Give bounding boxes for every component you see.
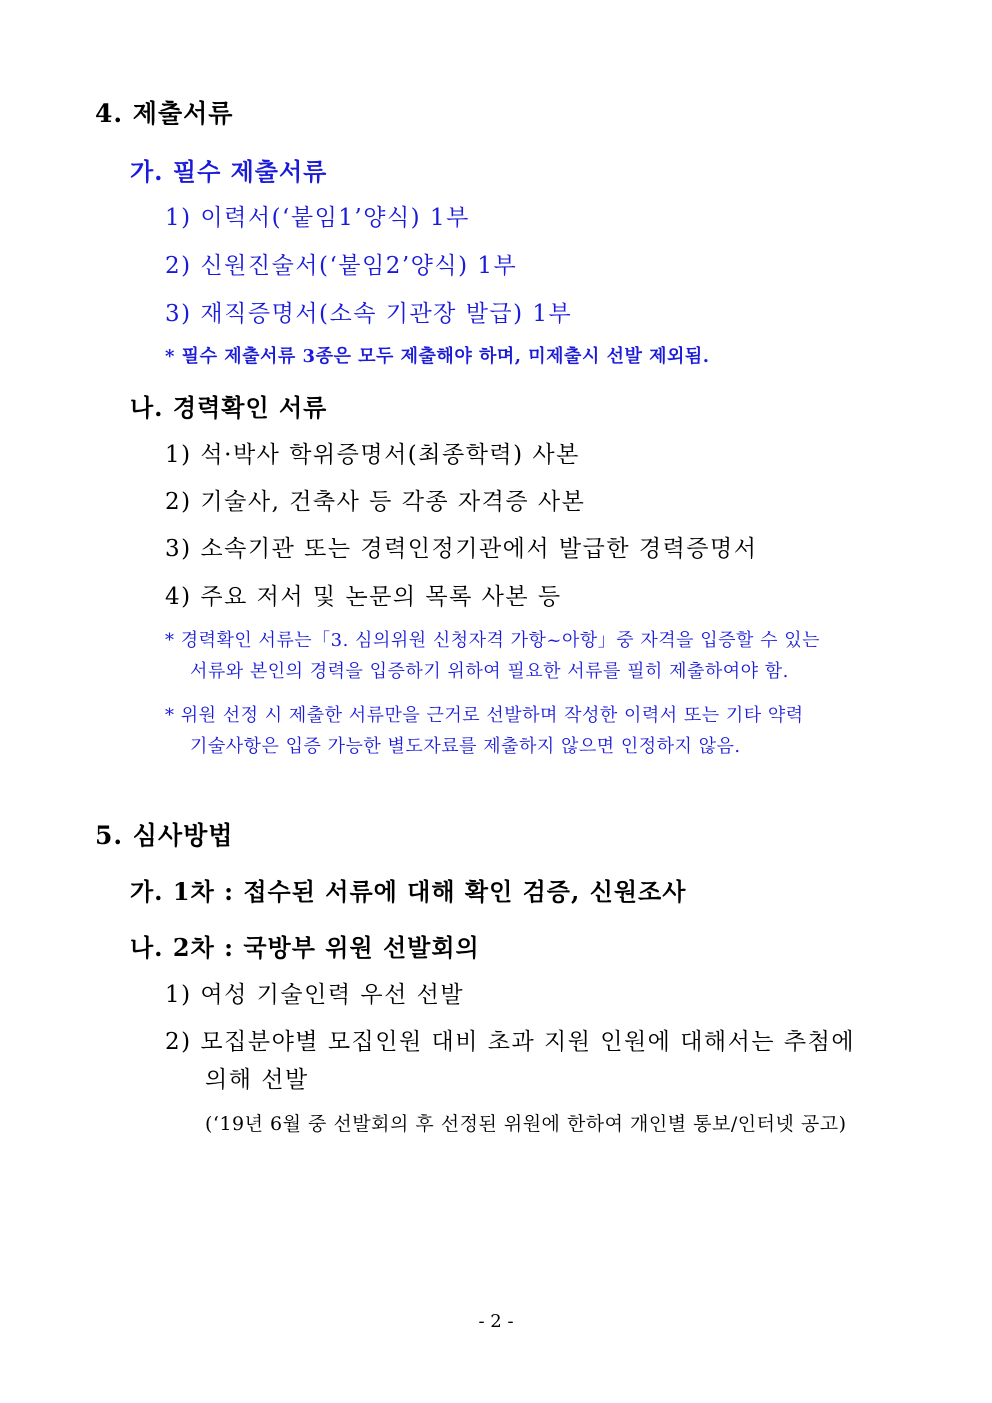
section4-b-note1-line1: * 경력확인 서류는「3. 심의위원 신청자격 가항~아항」중 자격을 입증할 수 있는: [165, 630, 820, 651]
section4-title: 4. 제출서류: [95, 99, 234, 128]
section5-b-item-1: 1) 여성 기술인력 우선 선발: [165, 982, 465, 1008]
section4-b-note2-line2: 기술사항은 입증 가능한 별도자료를 제출하지 않으면 인정하지 않음.: [190, 736, 741, 757]
section4-a-item-2: 2) 신원진술서(‘붙임2’양식) 1부: [165, 253, 518, 279]
section4-a-item-3: 3) 재직증명서(소속 기관장 발급) 1부: [165, 301, 573, 327]
section5-b-item-2-line2: 의해 선발: [205, 1067, 309, 1093]
section4-b-item-4: 4) 주요 저서 및 논문의 목록 사본 등: [165, 584, 562, 610]
section4-b-note1-line2: 서류와 본인의 경력을 입증하기 위하여 필요한 서류를 필히 제출하여야 함.: [190, 661, 789, 682]
section4-b-item-2: 2) 기술사, 건축사 등 각종 자격증 사본: [165, 489, 586, 515]
section5-b-item-2-line1: 2) 모집분야별 모집인원 대비 초과 지원 인원에 대해서는 추첨에: [165, 1029, 856, 1055]
section5-b-line: 나. 2차 : 국방부 위원 선발회의: [130, 933, 480, 962]
section4-a-note: * 필수 제출서류 3종은 모두 제출해야 하며, 미제출시 선발 제외됨.: [165, 346, 710, 367]
section4-b-item-3: 3) 소속기관 또는 경력인정기관에서 발급한 경력증명서: [165, 536, 758, 562]
page-number: - 2 -: [478, 1311, 514, 1332]
section4-b-title: 나. 경력확인 서류: [130, 393, 328, 422]
section4-a-item-1: 1) 이력서(‘붙임1’양식) 1부: [165, 205, 470, 231]
section5-a-line: 가. 1차 : 접수된 서류에 대해 확인 검증, 신원조사: [130, 877, 687, 906]
section4-a-title: 가. 필수 제출서류: [130, 157, 328, 186]
section4-b-note2-line1: * 위원 선정 시 제출한 서류만을 근거로 선발하며 작성한 이력서 또는 기타 약력: [165, 705, 804, 726]
section5-title: 5. 심사방법: [95, 821, 234, 850]
section5-b-note: (‘19년 6월 중 선발회의 후 선정된 위원에 한하여 개인별 통보/인터넷 공고): [205, 1113, 847, 1135]
section4-b-item-1: 1) 석·박사 학위증명서(최종학력) 사본: [165, 442, 580, 468]
